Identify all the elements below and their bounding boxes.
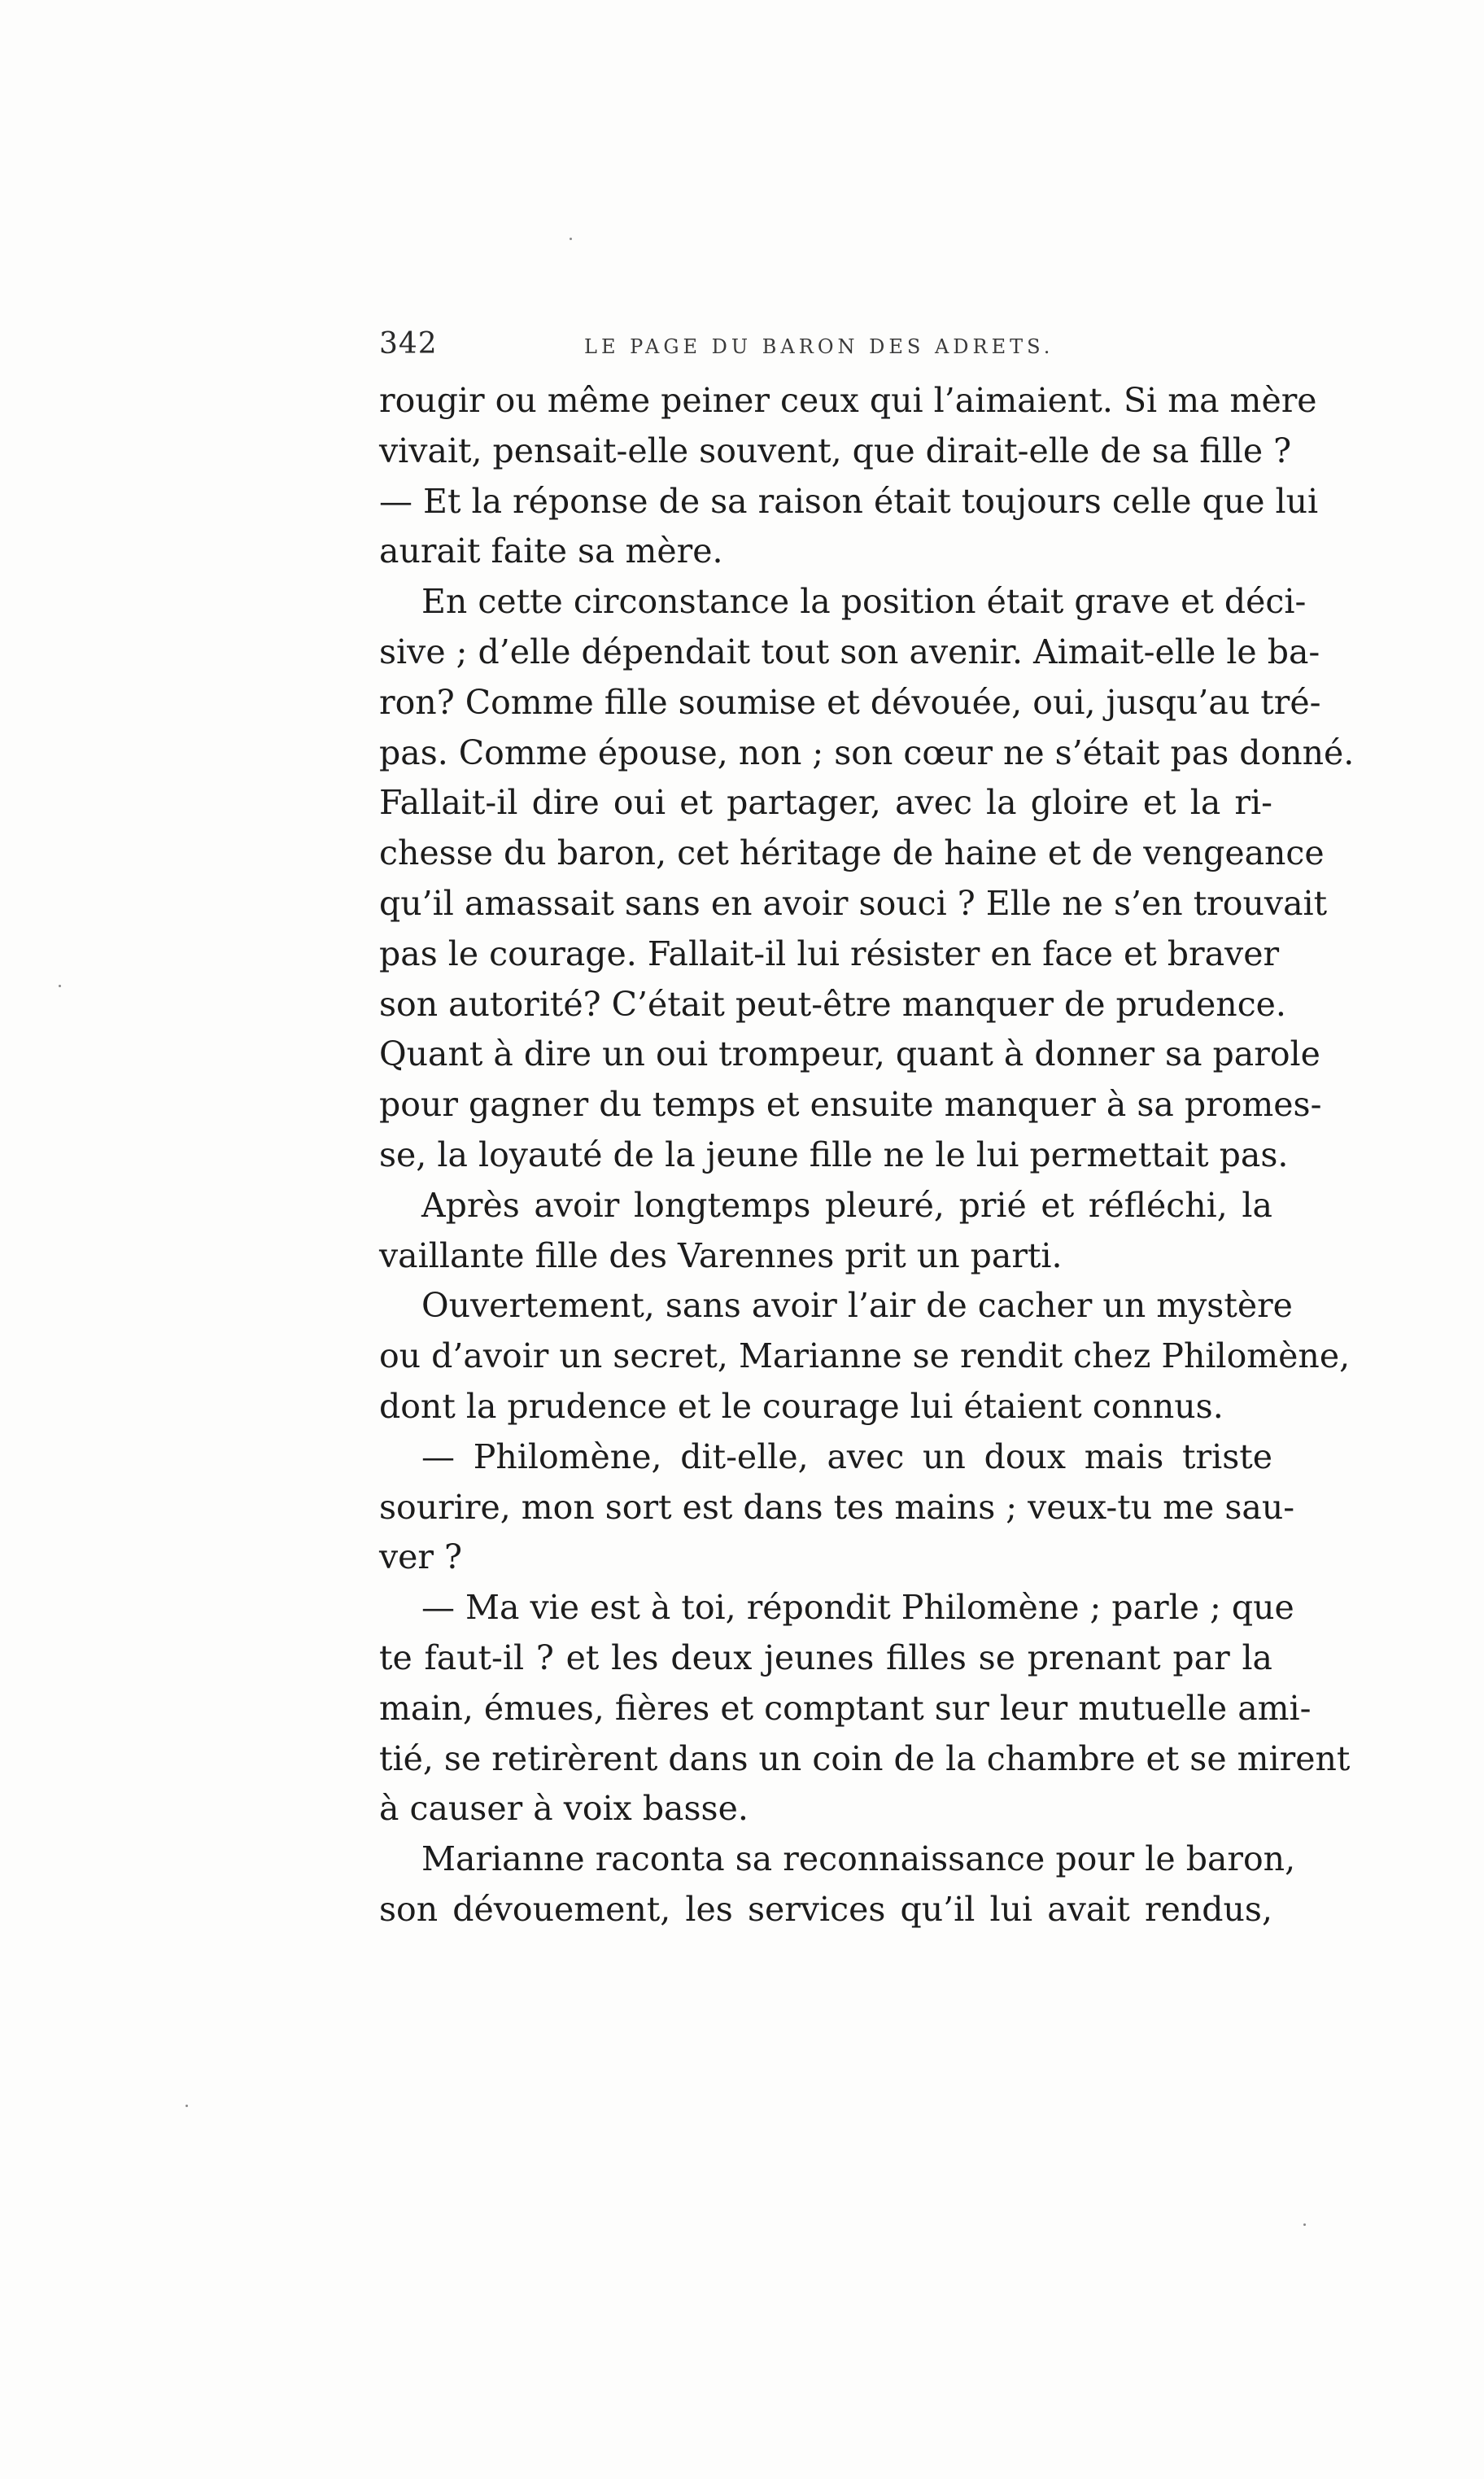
page-number: 342 xyxy=(379,327,438,361)
text-line: tié, se retirèrent dans un coin de la chambre et se mirent xyxy=(379,1738,1351,1778)
scan-speck xyxy=(570,238,572,240)
text-line: sourire, mon sort est dans tes mains ; veux-tu me sau- xyxy=(379,1487,1295,1527)
text-line: te faut-il ? et les deux jeunes filles se prenant par la xyxy=(379,1637,1272,1677)
text-line: ron? Comme fille soumise et dévouée, oui, jusqu’au tré- xyxy=(379,682,1321,722)
text-line: pas le courage. Fallait-il lui résister en face et braver xyxy=(379,933,1280,973)
scan-speck xyxy=(1303,2223,1306,2226)
text-line: sive ; d’elle dépendait tout son avenir. Aimait-elle le ba- xyxy=(379,632,1320,671)
text-line: rougir ou même peiner ceux qui l’aimaient. Si ma mère xyxy=(379,381,1317,420)
text-line: se, la loyauté de la jeune fille ne le lui permettait pas. xyxy=(379,1135,1289,1174)
text-line: ou d’avoir un secret, Marianne se rendit chez Philomène, xyxy=(379,1336,1351,1376)
text-line: dont la prudence et le courage lui étaient connus. xyxy=(379,1386,1224,1426)
text-line: Fallait-il dire oui et partager, avec la gloire et la ri- xyxy=(379,783,1272,823)
text-line: En cette circonstance la position était grave et déci- xyxy=(421,582,1307,622)
scan-speck xyxy=(186,2105,188,2107)
text-line: — Ma vie est à toi, répondit Philomène ; parle ; que xyxy=(421,1588,1294,1628)
text-line: pas. Comme épouse, non ; son cœur ne s’était pas donné. xyxy=(379,732,1355,772)
text-line: ver ? xyxy=(379,1537,463,1577)
scan-speck xyxy=(59,985,61,987)
text-line: son autorité? C’était peut-être manquer de prudence. xyxy=(379,984,1286,1024)
text-line: Après avoir longtemps pleuré, prié et réfléchi, la xyxy=(421,1185,1272,1225)
text-line: pour gagner du temps et ensuite manquer à sa promes- xyxy=(379,1085,1322,1125)
text-line: son dévouement, les services qu’il lui avait rendus, xyxy=(379,1889,1272,1929)
text-line: qu’il amassait sans en avoir souci ? Elle ne s’en trouvait xyxy=(379,883,1328,923)
running-title: LE PAGE DU BARON DES ADRETS. xyxy=(584,335,1054,358)
text-line: — Philomène, dit-elle, avec un doux mais triste xyxy=(421,1436,1272,1476)
text-line: Ouvertement, sans avoir l’air de cacher un mystère xyxy=(421,1286,1293,1326)
text-line: main, émues, fières et comptant sur leur mutuelle ami- xyxy=(379,1688,1312,1728)
body-text xyxy=(379,376,1355,1935)
text-line: à causer à voix basse. xyxy=(379,1789,749,1829)
page-header xyxy=(379,327,1315,368)
text-line: aurait faite sa mère. xyxy=(379,531,723,571)
text-line: vaillante fille des Varennes prit un parti. xyxy=(379,1235,1063,1275)
text-line: vivait, pensait-elle souvent, que dirait-elle de sa fille ? xyxy=(379,431,1292,470)
text-line: Quant à dire un oui trompeur, quant à donner sa parole xyxy=(379,1034,1320,1074)
text-line: Marianne raconta sa reconnaissance pour le baron, xyxy=(421,1839,1296,1879)
text-line: chesse du baron, cet héritage de haine et de vengeance xyxy=(379,833,1325,873)
text-line: — Et la réponse de sa raison était toujours celle que lui xyxy=(379,481,1319,521)
